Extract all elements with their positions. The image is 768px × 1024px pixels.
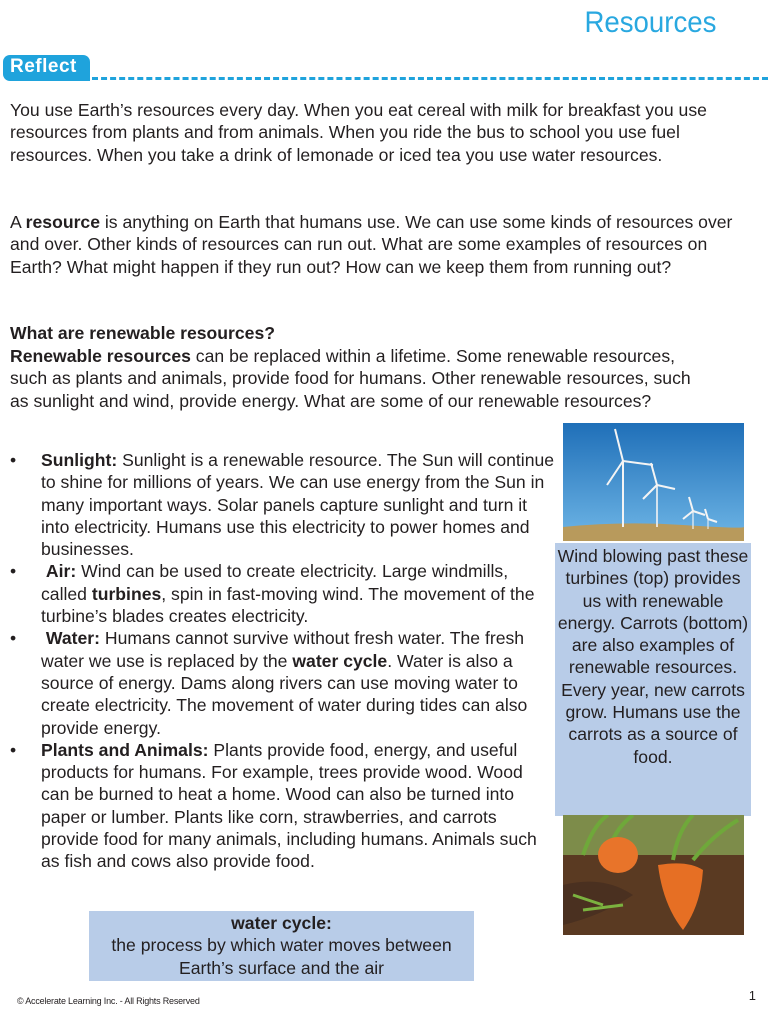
resource-list (10, 449, 555, 873)
bullet-term: Air: (45, 561, 77, 582)
carrots-photo (563, 815, 744, 935)
photo-caption-box (555, 543, 751, 816)
bullet-term: Water: (45, 628, 100, 649)
list-item-water (10, 627, 555, 738)
carrots-illustration (563, 815, 744, 935)
section-heading: What are renewable resources? (10, 323, 275, 343)
intro-paragraph-1: You use Earth’s resources every day. When you eat cereal with milk for breakfast you use resources from plants and from animals. When you ride the bus to school you use fuel resources. When you take a drink of lemonade or iced tea you use water resources. (10, 100, 707, 165)
bullet-dot: • (10, 561, 17, 582)
page-number: 1 (748, 988, 756, 1003)
section-paragraph-text: can be replaced within a lifetime. Some renewable resources, such as plants and animals, provide food for humans. Other renewable resources, such as sunlight and wind, provide energy. What are some of our renewable resources? (10, 346, 691, 411)
term-resource: resource (25, 212, 100, 232)
bullet-text: Humans cannot survive without fresh water. The fresh water we use is replaced by the (41, 628, 525, 671)
bullet-dot: • (10, 450, 17, 470)
intro-paragraph-2 (10, 211, 750, 278)
definition-term: water cycle: (231, 913, 332, 933)
definition-text: the process by which water moves between Earth’s surface and the air (111, 935, 452, 978)
bullet-dot: • (10, 628, 17, 649)
copyright-footer: © Accelerate Learning Inc. - All Rights Reserved (17, 996, 200, 1006)
list-item-sunlight (10, 449, 555, 560)
list-item-plants-animals (10, 739, 555, 873)
bullet-text-2: , spin in fast-moving wind. The movement of the turbine’s blades creates electricity. (41, 583, 535, 627)
bullet-text-2: . Water is also a source of energy. Dams along rivers can use moving water to create electricity. The movement of water during tides can also provide energy. (41, 650, 528, 738)
bullet-term: Sunlight: (41, 450, 118, 470)
list-item-air (10, 560, 555, 627)
bullet-text: Wind can be used to create electricity. Large windmills, called (41, 561, 509, 604)
term-renewable-resources: Renewable resources (10, 346, 191, 366)
term-water-cycle: water cycle (292, 650, 388, 671)
dashed-divider (92, 77, 768, 80)
term-turbines: turbines (91, 583, 162, 604)
reflect-tab (3, 55, 90, 81)
section-paragraph (10, 345, 710, 412)
page-title: Resources (584, 6, 716, 39)
bullet-text: Sunlight is a renewable resource. The Sun will continue to shine for millions of years. We can use energy from the Sun in many important ways. Solar panels capture sunlight and turn it into electricity. Humans use this electricity to power homes and businesses. (41, 450, 555, 560)
bullet-dot: • (10, 739, 17, 760)
bullet-term: Plants and Animals: (41, 739, 209, 760)
p2-prefix: A (10, 212, 26, 232)
reflect-label: Reflect (10, 56, 77, 77)
p2-text: is anything on Earth that humans use. We can use some kinds of resources over and over. Other kinds of resources can run out. What are some examples of resources on Earth? What might happen if they run out? How can we keep them from running out? (10, 212, 733, 277)
wind-turbines-photo (563, 423, 744, 541)
bullet-text: Plants provide food, energy, and useful products for humans. For example, trees provide wood. Wood can be burned to heat a home. Wood can also be turned into paper or lumber. Plants like corn, strawberries, and carrots provide food for many animals, including humans. Animals such as fish and cows also provide food. (41, 739, 537, 872)
definition-box (89, 911, 474, 981)
wind-turbines-illustration (563, 423, 744, 541)
photo-caption: Wind blowing past these turbines (top) provides us with renewable energy. Carrots (bottom) are also examples of renewable resources. Every year, new carrots grow. Humans use the carrots as a source of food. (557, 546, 749, 767)
